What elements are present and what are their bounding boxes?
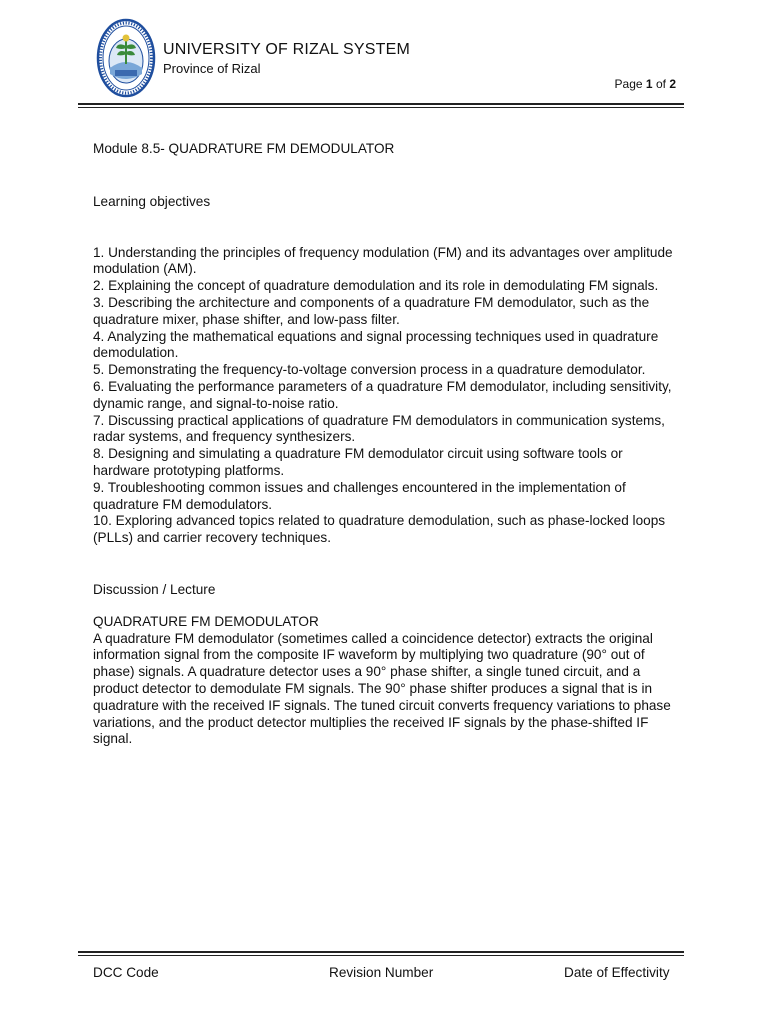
lecture-subheading: QUADRATURE FM DEMODULATOR [93,613,319,629]
footer-dcc-code: DCC Code [93,965,159,980]
objective-item: 1. Understanding the principles of frequency modulation (FM) and its advantages over amplitude modulation (AM). [93,244,673,277]
university-seal-icon [96,18,156,98]
lecture-paragraph: A quadrature FM demodulator (sometimes called a coincidence detector) extracts the original information signal from the composite IF waveform by multiplying two quadrature (90° out of phase) signals. A quadrature detector uses a 90° phase shifter, a single tuned circuit, and a product detector to demodulate FM signals. The 90° phase shifter produces a signal that is in quadrature with the received IF signals. The tuned circuit converts frequency variations to phase variations, and the product detector multiplies the received IF signals by the phase-shifted IF signal. [93,630,671,747]
page-total: 2 [669,77,676,91]
objective-item: 7. Discussing practical applications of quadrature FM demodulators in communication systems, radar systems, and frequency synthesizers. [93,412,665,445]
document-body [93,141,683,748]
footer-revision-number: Revision Number [329,965,434,980]
header-divider-thick [78,103,684,105]
objective-item: 4. Analyzing the mathematical equations and signal processing techniques used in quadrature demodulation. [93,328,659,361]
objective-item: 3. Describing the architecture and components of a quadrature FM demodulator, such as the quadrature mixer, phase shifter, and low-pass filter. [93,294,650,327]
page-number [615,77,676,91]
header-divider-thin [78,107,684,108]
objective-item: 6. Evaluating the performance parameters of a quadrature FM demodulator, including sensitivity, dynamic range, and signal-to-noise ratio. [93,378,672,411]
page-current: 1 [645,77,653,91]
objective-item: 9. Troubleshooting common issues and challenges encountered in the implementation of quadrature FM demodulators. [93,479,626,512]
module-title: Module 8.5- QUADRATURE FM DEMODULATOR [93,141,395,156]
footer-date-of-effectivity: Date of Effectivity [564,965,670,980]
objective-item: 2. Explaining the concept of quadrature demodulation and its role in demodulating FM signals. [93,278,659,294]
objectives-list [93,245,683,547]
objectives-heading: Learning objectives [93,193,211,209]
objective-item: 5. Demonstrating the frequency-to-voltage conversion process in a quadrature demodulator. [93,362,646,378]
university-name: UNIVERSITY OF RIZAL SYSTEM [163,41,411,58]
page-label: Page [614,77,643,91]
objective-item: 10. Exploring advanced topics related to quadrature demodulation, such as phase-locked loops (PLLs) and carrier recovery techniques. [93,513,666,546]
footer-divider-thick [78,951,684,953]
lecture-heading: Discussion / Lecture [93,581,216,597]
university-province: Province of Rizal [163,61,261,76]
objective-item: 8. Designing and simulating a quadrature FM demodulator circuit using software tools or hardware prototyping platforms. [93,446,623,478]
page-of: of [655,77,666,91]
footer-divider-thin [78,955,684,956]
